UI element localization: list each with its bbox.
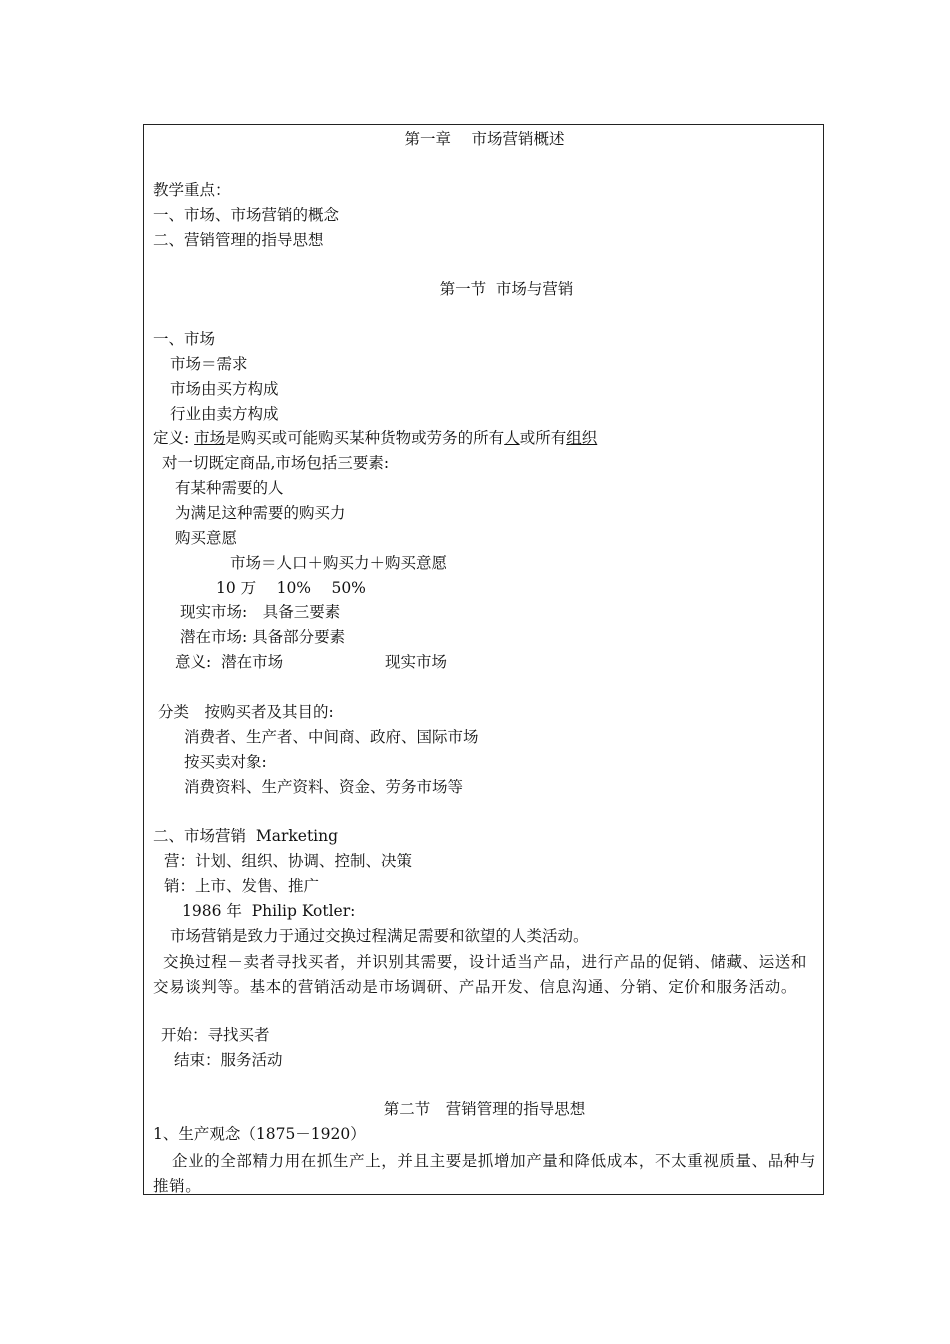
def-org: 组织: [566, 429, 598, 447]
marketing-definition: 市场营销是致力于通过交换过程满足需要和欲望的人类活动。: [170, 927, 589, 945]
def-mid: 是购买或可能购买某种货物或劳务的所有: [225, 429, 505, 447]
marketing-end: 结束：服务活动: [174, 1051, 283, 1069]
def-people: 人: [504, 429, 520, 447]
formula-values: 10 万 10% 50%: [216, 579, 366, 597]
production-text: 企业的全部精力用在抓生产上，并且主要是抓增加产量和降低成本，不太重视质量、品种与推销。: [153, 1152, 817, 1195]
element-3: 购买意愿: [175, 529, 238, 547]
classification-label: 分类 按购买者及其目的:: [158, 703, 334, 721]
kotler-line: 1986 年 Philip Kotler:: [182, 902, 356, 920]
market-formula: 市场＝人口＋购买力＋购买意愿: [230, 554, 448, 572]
exchange-process: 交换过程－卖者寻找买者，并识别其需要，设计适当产品，进行产品的促销、储藏、运送和交易谈判等。基本的营销活动是市场调研、产品开发、信息沟通、分销、定价和服务活动。: [153, 953, 808, 996]
marketing-xiao: 销：上市、发售、推广: [164, 877, 320, 895]
real-market: 现实市场: 具备三要素: [180, 603, 341, 621]
chapter-title: 第一章 市场营销概述: [404, 130, 565, 148]
class-by-object: 消费资料、生产资料、资金、劳务市场等: [184, 778, 464, 796]
meaning-target: 现实市场: [385, 653, 448, 671]
marketing-start: 开始：寻找买者: [161, 1026, 270, 1044]
marketing-ying: 营：计划、组织、协调、控制、决策: [164, 852, 413, 870]
potential-market: 潜在市场: 具备部分要素: [180, 628, 346, 646]
class-by-object-label: 按买卖对象:: [184, 753, 267, 771]
key-point-1: 一、市场、市场营销的概念: [153, 206, 340, 224]
element-1: 有某种需要的人: [175, 479, 284, 497]
def-or: 或所有: [519, 429, 567, 447]
def-term: 市场: [194, 429, 226, 447]
def-prefix: 定义:: [153, 429, 195, 447]
three-elements-intro: 对一切既定商品,市场包括三要素:: [162, 454, 390, 472]
production-heading: 1、生产观念（1875－1920）: [153, 1125, 366, 1143]
market-definition: [153, 428, 597, 448]
market-heading: 一、市场: [153, 330, 216, 348]
market-line-2: 市场由买方构成: [170, 380, 279, 398]
market-line-3: 行业由卖方构成: [170, 405, 279, 423]
meaning-label: 意义: 潜在市场: [175, 653, 284, 671]
key-point-2: 二、营销管理的指导思想: [153, 231, 324, 249]
section-2-title: 第二节 营销管理的指导思想: [383, 1100, 586, 1118]
element-2: 为满足这种需要的购买力: [175, 504, 346, 522]
marketing-heading: 二、市场营销 Marketing: [153, 827, 339, 845]
document-frame: [143, 124, 824, 1195]
key-points-heading: 教学重点：: [153, 181, 231, 199]
market-line-1: 市场＝需求: [170, 355, 248, 373]
section-1-title: 第一节 市场与营销: [439, 280, 574, 298]
class-by-buyer: 消费者、生产者、中间商、政府、国际市场: [184, 728, 479, 746]
